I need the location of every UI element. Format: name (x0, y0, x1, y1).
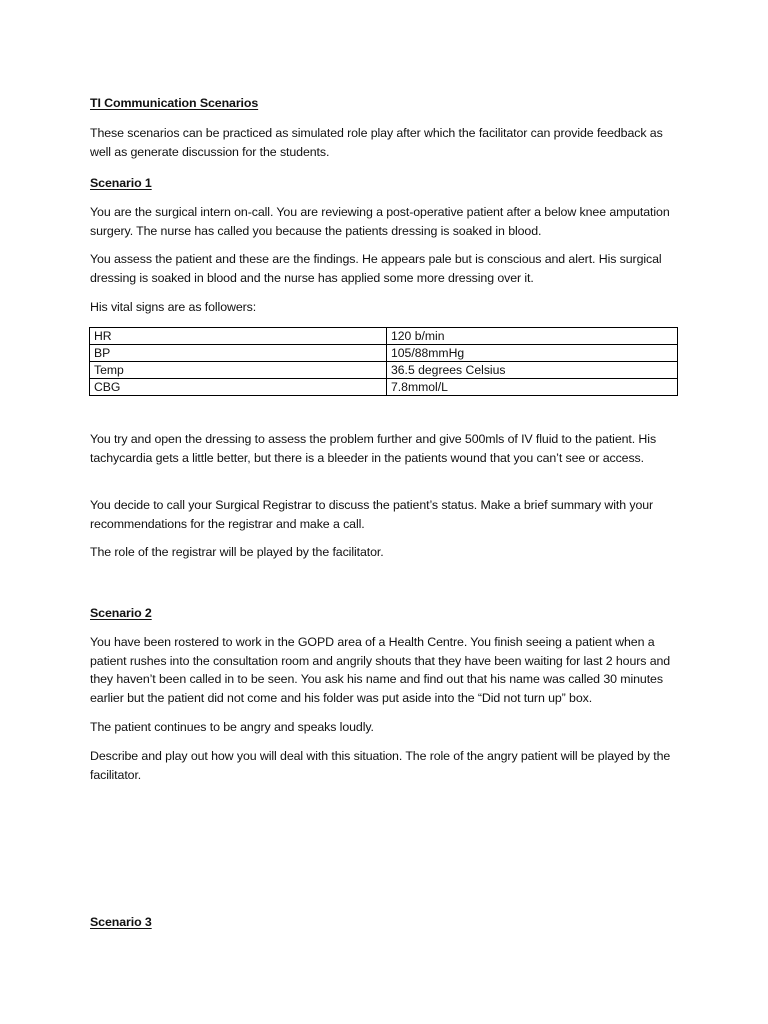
scenario-2-paragraph-3: Describe and play out how you will deal with this situation. The role of the angry patient will be played by the facilitator. (90, 749, 671, 782)
scenario-3-heading: Scenario 3 (90, 915, 152, 929)
table-row (90, 328, 678, 345)
scenario-1-paragraph-2: You assess the patient and these are the findings. He appears pale but is conscious and alert. His surgical dressing is soaked in blood and the nurse has applied some more dressing over it. (90, 252, 662, 285)
vital-value: 120 b/min (387, 328, 678, 345)
scenario-1-paragraph-6: The role of the registrar will be played by the facilitator. (90, 545, 384, 559)
scenario-1-paragraph-5: You decide to call your Surgical Registrar to discuss the patient’s status. Make a brief summary with your recommendations for the registrar and make a call. (90, 498, 654, 531)
table-row (90, 345, 678, 362)
scenario-2-paragraph-2: The patient continues to be angry and speaks loudly. (90, 720, 374, 734)
table-row (90, 379, 678, 396)
vital-value: 36.5 degrees Celsius (387, 362, 678, 379)
vital-label: BP (90, 345, 387, 362)
scenario-2-heading: Scenario 2 (90, 606, 152, 620)
vital-label: CBG (90, 379, 387, 396)
scenario-1-heading: Scenario 1 (90, 176, 152, 190)
scenario-1-paragraph-3: His vital signs are as followers: (90, 300, 257, 314)
vital-label: HR (90, 328, 387, 345)
vital-value: 7.8mmol/L (387, 379, 678, 396)
table-row (90, 362, 678, 379)
scenario-1-paragraph-4: You try and open the dressing to assess the problem further and give 500mls of IV fluid to the patient. His tachycardia gets a little better, but there is a bleeder in the patients wound that you can’t see or access. (90, 432, 657, 465)
vital-signs-table (89, 327, 678, 396)
scenario-1-paragraph-1: You are the surgical intern on-call. You are reviewing a post-operative patient after a below knee amputation surgery. The nurse has called you because the patients dressing is soaked in blood. (90, 205, 670, 238)
vital-value: 105/88mmHg (387, 345, 678, 362)
intro-paragraph: These scenarios can be practiced as simulated role play after which the facilitator can provide feedback as well as generate discussion for the students. (90, 126, 663, 159)
scenario-2-paragraph-1: You have been rostered to work in the GOPD area of a Health Centre. You finish seeing a patient when a patient rushes into the consultation room and angrily shouts that they have been waiting for last 2 hours and they haven’t been called in to be seen. You ask his name and find out that his name was called 30 minutes earlier but the patient did not come and his folder was put aside into the “Did not turn up” box. (90, 635, 671, 705)
vital-label: Temp (90, 362, 387, 379)
document-title: TI Communication Scenarios (90, 96, 259, 110)
